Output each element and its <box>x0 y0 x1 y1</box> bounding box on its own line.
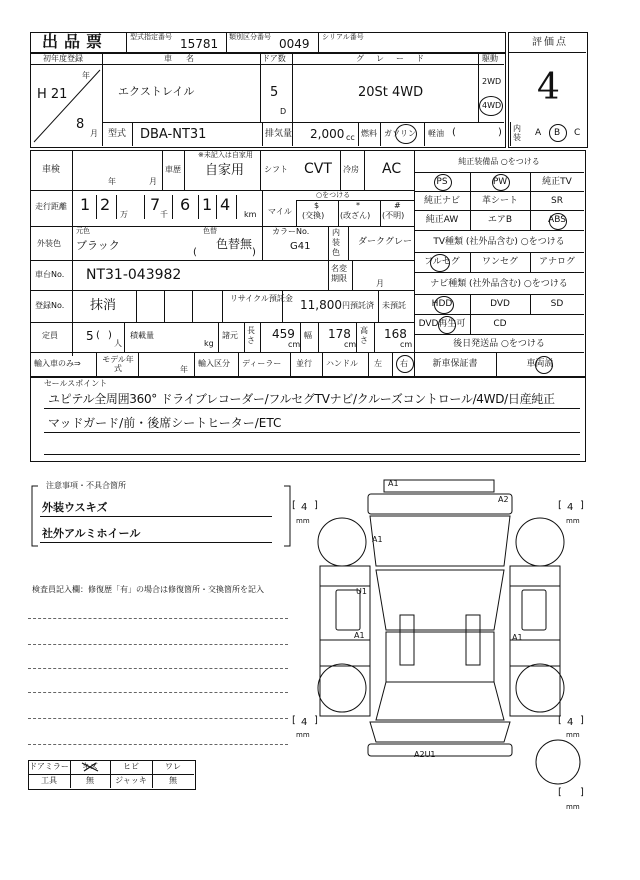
equipment-pw: PW <box>492 177 508 187</box>
drive-2wd: 2WD <box>482 77 502 86</box>
model-value: DBA-NT31 <box>140 127 207 142</box>
mileage-man-unit: 万 <box>120 210 128 219</box>
original-color-label: 元色 <box>76 227 90 235</box>
tv-fullseg: フルセグ <box>424 257 460 267</box>
drive-label: 駆動 <box>482 54 498 63</box>
equipment-ps: PS <box>436 177 448 187</box>
equipment-airbag: エアB <box>487 215 513 225</box>
color-no-label: カラーNo. <box>272 227 310 236</box>
shift-value: CVT <box>304 161 332 177</box>
tools-scratch-mark <box>80 760 100 774</box>
color-change-label: 色替 <box>203 227 217 235</box>
recycle-unit: 円預託済 <box>342 301 374 310</box>
tools-label: 工具 <box>41 776 57 785</box>
model-year-label: モデル年式 <box>102 355 134 373</box>
cool-value: AC <box>382 161 402 177</box>
width-unit: cm <box>344 340 357 349</box>
rating-value: 4 <box>537 67 560 108</box>
rating-label: 評価点 <box>532 37 568 48</box>
equipment-title: 純正装備品 ○をつける <box>458 157 540 166</box>
fuel-circle <box>395 124 417 144</box>
grade-label: グ レ ー ド <box>356 54 426 63</box>
displacement-unit: cc <box>346 133 355 142</box>
notes-label: 注意事項・不具合箇所 <box>46 481 126 490</box>
recycle-unpaid: 未預託 <box>382 301 406 310</box>
damage-mark-left-door: U1 <box>356 587 367 596</box>
navi-sd: SD <box>550 299 564 309</box>
navi-cd: CD <box>493 319 507 329</box>
original-color-value: ブラック <box>76 239 120 252</box>
interior-b-circle <box>549 124 567 142</box>
car-damage-diagram <box>290 470 590 810</box>
jack-value: 無 <box>169 776 177 785</box>
later-warranty: 新車保証書 <box>432 359 478 369</box>
type-code-value: 15781 <box>180 37 219 51</box>
interior-grade-label: 内装 <box>513 124 521 142</box>
inspection-year-unit: 年 <box>108 177 116 186</box>
equipment-navi: 純正ナビ <box>423 196 460 206</box>
tire-spare-unit: mm <box>566 803 580 811</box>
later-manual-circle <box>535 356 553 374</box>
inspection-month-unit: 月 <box>149 177 157 186</box>
later-manual: 車両説 <box>526 359 554 369</box>
capacity-label: 定員 <box>42 331 58 340</box>
displacement-label: 排気量 <box>265 129 293 139</box>
damage-mark-left-rear-door: A1 <box>354 631 365 640</box>
name-change-month-unit: 月 <box>376 279 384 288</box>
exchange-label: (交換) <box>302 211 325 220</box>
tv-oneseg: ワンセグ <box>481 257 518 267</box>
unknown-label: (不明) <box>382 211 405 220</box>
handle-label: ハンドル <box>326 359 358 368</box>
fuel-label: 燃料 <box>361 129 377 138</box>
tv-analog: アナログ <box>538 257 575 267</box>
handle-left: 左 <box>374 359 382 368</box>
equipment-tv: 純正TV <box>542 177 572 187</box>
mileage-digit-5: 1 <box>202 195 213 214</box>
altered-label: (改ざん) <box>340 211 371 220</box>
sales-line2: マッドガード/前・後席シートヒーター/ETC <box>48 416 282 430</box>
mileage-digit-2: 2 <box>100 195 111 214</box>
tv-fullseg-circle <box>430 254 450 272</box>
width-label: 幅 <box>304 331 312 340</box>
tire-fl-unit: mm <box>296 517 310 525</box>
color-no-value: G41 <box>290 241 311 252</box>
equipment-abs-circle <box>549 213 567 230</box>
serial-label: シリアル番号 <box>322 33 364 41</box>
dims-label: 諸元 <box>222 331 238 340</box>
notes-line1: 外装ウスキズ <box>42 501 108 514</box>
equipment-leather: 革シート <box>481 196 518 206</box>
import-cat-label: 輸入区分 <box>198 359 230 368</box>
grade-value: 20St 4WD <box>358 85 424 100</box>
doors-value: 5 <box>270 85 279 100</box>
mileage-digits <box>76 195 266 219</box>
car-name-value: エクストレイル <box>118 85 195 98</box>
height-value: 168 <box>384 327 407 341</box>
mileage-km-unit: km <box>244 210 257 219</box>
notes-line2: 社外アルミホイール <box>42 527 141 540</box>
mileage-circle-note: ○をつける <box>316 191 351 199</box>
capacity-value: 5 <box>86 329 94 343</box>
history-note: ※未記入は自家用 <box>198 151 253 159</box>
mileage-digit-3: 7 <box>150 195 161 214</box>
tire-rr-value: 4 <box>567 717 574 728</box>
exchange-symbol: $ <box>314 201 320 210</box>
first-reg-era: H 21 <box>37 87 68 102</box>
cool-label: 冷房 <box>343 165 359 174</box>
tv-title: TV種類 (社外品含む) ○をつける <box>433 237 565 247</box>
model-label: 型式 <box>108 129 127 139</box>
damage-mark-left-fender: A1 <box>372 535 383 544</box>
interior-b: B <box>554 128 561 138</box>
sales-line1: ユピテル全周囲360° ドライブレコーダー/フルセグTVナビ/クルーズコントロール/4WD/日産純正 <box>48 392 555 406</box>
history-value: 自家用 <box>205 163 245 178</box>
import-label: 輸入車のみ⇒ <box>34 359 81 368</box>
tools-value: 無 <box>86 776 94 785</box>
damage-mark-right-front: A2 <box>498 495 509 504</box>
navi-title: ナビ種類 (社外品含む) ○をつける <box>430 279 568 289</box>
name-change-label: 名変期限 <box>331 264 347 283</box>
tools-crack-label: ヒビ <box>123 762 139 771</box>
unknown-symbol: # <box>394 201 401 210</box>
category-value: 0049 <box>279 37 310 51</box>
doors-suffix: D <box>280 107 287 116</box>
interior-c: C <box>574 128 581 138</box>
equipment-sr: SR <box>551 196 563 206</box>
model-year-suffix: 年 <box>180 365 188 374</box>
handle-right: 右 <box>400 359 408 368</box>
length-value: 459 <box>272 327 295 341</box>
equipment-abs: ABS <box>548 215 566 225</box>
registration-label: 登録No. <box>35 301 65 310</box>
sales-label: セールスポイント <box>44 379 108 388</box>
tire-fr-value: 4 <box>567 502 574 513</box>
damage-mark-right-rear-door: A1 <box>512 633 523 642</box>
later-title: 後日発送品 ○をつける <box>453 339 545 349</box>
equipment-pw-circle <box>492 174 510 191</box>
inspection-label: 車検 <box>42 165 61 175</box>
drive-4wd: 4WD <box>482 101 502 110</box>
tools-break-label: ワレ <box>165 762 181 771</box>
mileage-sen-unit: 千 <box>160 210 168 219</box>
tire-rr-unit: mm <box>566 731 580 739</box>
tire-fr-unit: mm <box>566 517 580 525</box>
chassis-label: 車台No. <box>35 270 65 279</box>
displacement-value: 2,000 <box>310 127 345 141</box>
interior-a: A <box>535 128 542 138</box>
load-unit: kg <box>204 339 214 348</box>
tools-mirror-label: ドアミラー <box>29 762 69 771</box>
notes-bracket <box>28 478 298 558</box>
color-label: 外装色 <box>37 239 61 248</box>
navi-hdd: HDD <box>431 299 453 309</box>
diesel-label: 軽油 <box>428 129 444 138</box>
jack-label: ジャッキ <box>115 776 147 785</box>
tools-scratch-label: キズ <box>82 762 98 771</box>
equipment-ps-circle <box>434 174 452 191</box>
form-title: 出品票 <box>42 32 109 51</box>
category-label: 類別区分番号 <box>229 33 271 41</box>
car-name-label: 車 名 <box>164 54 197 63</box>
type-code-label: 型式指定番号 <box>130 33 172 41</box>
navi-dvd-play-circle <box>438 316 456 334</box>
tire-rl-unit: mm <box>296 731 310 739</box>
handle-right-circle <box>396 355 414 373</box>
height-label: 高さ <box>360 326 368 345</box>
altered-symbol: * <box>356 201 360 210</box>
navi-hdd-circle <box>434 296 454 314</box>
first-reg-month: 8 <box>76 117 85 132</box>
length-unit: cm <box>288 340 301 349</box>
equipment-aw: 純正AW <box>425 215 459 225</box>
interior-color-value: ダークグレー <box>358 237 413 247</box>
fuel-gasoline: ガソリン <box>384 129 416 138</box>
doors-label: ドア数 <box>262 54 286 63</box>
mileage-digit-6: 4 <box>220 195 231 214</box>
dealer-label: ディーラー <box>242 359 282 368</box>
capacity-unit: 人 <box>114 339 122 348</box>
recycle-label: リサイクル預託金 <box>230 294 293 303</box>
history-label: 車歴 <box>165 165 181 174</box>
parallel-label: 並行 <box>296 359 312 368</box>
height-unit: cm <box>400 340 413 349</box>
registration-value: 抹消 <box>90 298 117 313</box>
interior-color-label: 内装色 <box>332 228 340 257</box>
mileage-digit-4: 6 <box>180 195 191 214</box>
navi-dvd: DVD <box>490 299 510 309</box>
first-reg-month-unit: 月 <box>90 129 98 138</box>
damage-mark-rear: A2U1 <box>414 750 436 759</box>
mileage-digit-1: 1 <box>80 195 91 214</box>
color-change-value: 色替無 <box>216 237 253 251</box>
length-label: 長さ <box>247 326 255 345</box>
tire-fl-value: 4 <box>301 502 308 513</box>
mileage-label: 走行距離 <box>35 202 67 211</box>
recycle-amount: 11,800 <box>300 298 342 312</box>
load-label: 積載量 <box>130 331 154 340</box>
damage-mark-front-bumper: A1 <box>388 479 399 488</box>
chassis-value: NT31-043982 <box>86 267 182 283</box>
inspector-label: 検査員記入欄：修復歴「有」の場合は修復箇所・交換箇所を記入 <box>32 585 264 594</box>
shift-label: シフト <box>264 165 288 174</box>
tire-rl-value: 4 <box>301 717 308 728</box>
mile-label: マイル <box>268 207 292 216</box>
first-reg-year-unit: 年 <box>82 71 90 80</box>
first-reg-label: 初年度登録 <box>43 54 83 63</box>
width-value: 178 <box>328 327 351 341</box>
navi-dvd-play: DVD再生可 <box>418 319 466 329</box>
drive-4wd-circle <box>479 96 503 116</box>
